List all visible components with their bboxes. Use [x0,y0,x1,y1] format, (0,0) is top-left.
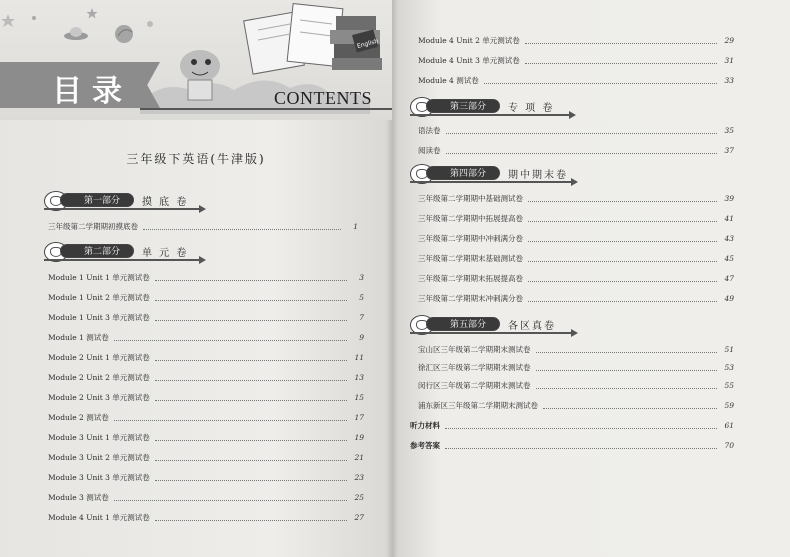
toc-row-title: 三年级第二学期期初摸底卷 [48,222,138,231]
toc-row[interactable] [48,220,358,234]
toc-row-title: Module 1 Unit 2 单元测试卷 [48,293,150,302]
toc-row-title: 三年级第二学期期末拓展提高卷 [418,274,523,283]
leader-dots [155,520,347,521]
leader-dots [536,388,718,389]
toc-row[interactable] [418,343,734,357]
leader-dots [155,480,347,481]
leader-dots [484,83,717,84]
toc-row-title: 闵行区三年级第二学期期末测试卷 [418,381,531,390]
book-stack-icon [336,16,376,30]
toc-row[interactable] [418,54,734,68]
section-part-label: 第五部分 [426,317,500,331]
toc-row-title: Module 2 Unit 2 单元测试卷 [48,373,150,382]
toc-row-title: 徐汇区三年级第二学期期末测试卷 [418,363,531,372]
toc-row[interactable] [48,351,364,365]
section-name: 摸 底 卷 [142,197,189,208]
toc-row-title: Module 1 测试卷 [48,333,109,342]
planet-icon [115,25,133,43]
leader-dots [155,400,347,401]
toc-row-page: 17 [354,413,364,422]
leader-dots [536,370,718,371]
section-part-label: 第一部分 [60,193,134,207]
toc-row-title: Module 3 Unit 2 单元测试卷 [48,453,150,462]
toc-row-page: 70 [724,441,734,450]
toc-row[interactable] [418,74,734,88]
leader-dots [445,448,717,449]
toc-row-page: 23 [354,473,364,482]
toc-row-title: Module 1 Unit 3 单元测试卷 [48,313,150,322]
toc-row[interactable] [48,291,364,305]
toc-row[interactable] [48,331,364,345]
leader-dots [155,280,347,281]
leader-dots [528,201,717,202]
leader-dots [446,133,718,134]
book-subtitle: 三年级下英语(牛津版) [126,152,266,166]
toc-row-page: 9 [359,333,364,342]
leader-dots [143,229,341,230]
toc-row-title: Module 1 Unit 1 单元测试卷 [48,273,150,282]
leader-dots [528,261,717,262]
toc-row-title: Module 3 Unit 3 单元测试卷 [48,473,150,482]
toc-row-page: 49 [724,294,734,303]
leader-dots [445,428,717,429]
toc-row-page: 5 [359,293,364,302]
banner-underline [140,108,392,110]
toc-row-title: Module 4 Unit 1 单元测试卷 [48,513,150,522]
toc-row[interactable] [418,292,734,306]
toc-row-title: 语法卷 [418,126,441,135]
toc-row-page: 27 [354,513,364,522]
section-name: 单 元 卷 [142,248,189,259]
section-header-part-2 [44,243,224,261]
toc-row[interactable] [48,431,364,445]
toc-row-page: 39 [724,194,734,203]
section-header-part-4 [410,165,590,183]
leader-dots [155,460,347,461]
toc-row-page: 51 [724,345,734,354]
section-arrow-icon [410,332,572,334]
toc-row-page: 37 [724,146,734,155]
toc-row[interactable] [418,232,734,246]
leader-dots [155,320,347,321]
toc-row[interactable] [418,212,734,226]
toc-row-title: Module 2 Unit 1 单元测试卷 [48,353,150,362]
leader-dots [114,500,347,501]
toc-row-page: 47 [724,274,734,283]
toc-row-title: 浦东新区三年级第二学期期末测试卷 [418,401,538,410]
toc-row-title: Module 2 Unit 3 单元测试卷 [48,393,150,402]
section-arrow-icon [44,259,200,261]
star-icon [1,14,15,27]
toc-row-page: 15 [354,393,364,402]
star-icon [87,8,98,19]
toc-row-page: 31 [724,56,734,65]
section-part-label: 第四部分 [426,166,500,180]
leader-dots [155,300,347,301]
toc-row-page: 33 [724,76,734,85]
toc-row[interactable] [48,311,364,325]
section-name: 专 项 卷 [508,103,555,114]
toc-row[interactable] [418,272,734,286]
toc-row-page: 21 [354,453,364,462]
book-label: English [356,37,380,51]
toc-row[interactable] [48,371,364,385]
leader-dots [528,221,717,222]
toc-row-page: 3 [359,273,364,282]
leader-dots [525,63,717,64]
toc-title-en: CONTENTS [274,88,372,108]
leader-dots [155,360,347,361]
leader-dots [446,153,718,154]
toc-row[interactable] [418,399,734,413]
leader-dots [525,43,717,44]
toc-row-title: Module 2 测试卷 [48,413,109,422]
toc-row[interactable] [418,34,734,48]
leader-dots [114,420,347,421]
leader-dots [114,340,347,341]
leader-dots [536,352,718,353]
leader-dots [528,241,717,242]
toc-row-title: 三年级第二学期期中拓展提高卷 [418,214,523,223]
leader-dots [543,408,717,409]
toc-row-page: 53 [724,363,734,372]
section-part-label: 第三部分 [426,99,500,113]
toc-title-cn: 目录 [52,74,132,109]
toc-row-title: Module 4 Unit 3 单元测试卷 [418,56,520,65]
toc-row-page: 41 [724,214,734,223]
cartoon-character-icon [180,50,220,82]
toc-row-page: 35 [724,126,734,135]
toc-row-page: 61 [724,421,734,430]
section-part-label: 第二部分 [60,244,134,258]
toc-row[interactable] [48,511,364,525]
toc-row-page: 7 [359,313,364,322]
section-arrow-icon [410,114,570,116]
toc-row-title: 阅读卷 [418,146,441,155]
toc-row-title: 三年级第二学期期中基础测试卷 [418,194,523,203]
toc-row-page: 59 [724,401,734,410]
toc-row-title: 宝山区三年级第二学期期末测试卷 [418,345,531,354]
toc-row[interactable] [418,124,734,138]
toc-row[interactable] [418,144,734,158]
toc-row[interactable] [418,192,734,206]
toc-row[interactable] [48,491,364,505]
dot-icon [147,21,153,27]
toc-row-title: Module 4 测试卷 [418,76,479,85]
toc-row-page: 13 [354,373,364,382]
toc-row-page: 1 [353,222,358,231]
toc-row-title: 三年级第二学期期中冲刺满分卷 [418,234,523,243]
toc-row-listening[interactable] [410,419,734,433]
toc-row[interactable] [48,471,364,485]
leader-dots [528,301,717,302]
toc-row-title: 三年级第二学期期末冲刺满分卷 [418,294,523,303]
section-header-part-5 [410,316,590,334]
toc-row[interactable] [418,361,734,375]
toc-row[interactable] [48,411,364,425]
leader-dots [155,440,347,441]
toc-row-title: Module 3 Unit 1 单元测试卷 [48,433,150,442]
toc-row-page: 25 [354,493,364,502]
toc-row-page: 29 [724,36,734,45]
section-header-part-1 [44,192,224,210]
toc-row-answers[interactable] [410,439,734,453]
toc-row-title: 参考答案 [410,441,440,450]
section-header-part-3 [410,98,590,116]
section-arrow-icon [44,208,200,210]
toc-row-page: 45 [724,254,734,263]
dot-icon [32,16,36,20]
toc-row-page: 43 [724,234,734,243]
toc-row-title: 听力材料 [410,421,440,430]
section-name: 期中期末卷 [508,170,568,181]
header-banner [0,0,392,120]
toc-row-page: 55 [724,381,734,390]
toc-row-page: 19 [354,433,364,442]
leader-dots [528,281,717,282]
leader-dots [155,380,347,381]
toc-row[interactable] [418,379,734,393]
toc-row-title: Module 3 测试卷 [48,493,109,502]
section-arrow-icon [410,181,572,183]
toc-row-page: 11 [354,353,364,362]
toc-row[interactable] [48,451,364,465]
toc-row[interactable] [48,391,364,405]
toc-row-title: Module 4 Unit 2 单元测试卷 [418,36,520,45]
section-name: 各区真卷 [508,321,556,332]
toc-row-title: 三年级第二学期期末基础测试卷 [418,254,523,263]
toc-row[interactable] [418,252,734,266]
toc-row[interactable] [48,271,364,285]
